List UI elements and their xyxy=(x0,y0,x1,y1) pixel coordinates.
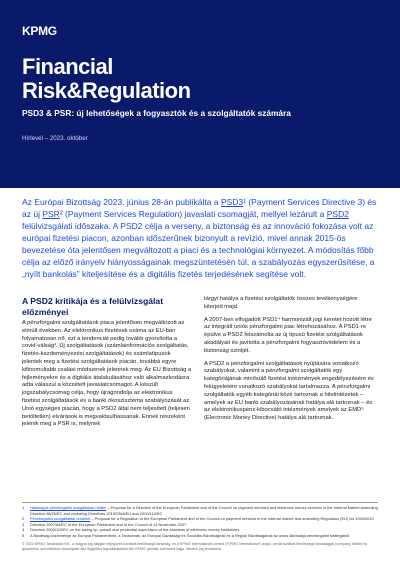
footnote xyxy=(22,505,378,516)
left-column xyxy=(22,296,192,434)
intro-text-1: Az Európai Bizottság 2023. június 28-án publikálta a xyxy=(22,197,221,207)
footnote-number: 1 xyxy=(22,505,25,510)
title-line-1: Financial xyxy=(22,54,113,79)
newsletter-subtitle: PSD3 & PSR: új lehetőségek a fogyasztók és a szolgáltatók számára xyxy=(22,108,291,118)
footnote-link[interactable]: Pénzforgalmi szolgáltatási rendelet xyxy=(30,516,91,522)
footnote-number: 5 xyxy=(22,532,25,538)
intro-text-4: felülvizsgálati időszaka. A PSD2 célja a verseny, a biztonság és az innováció fokozása volt az európai fizetési piacon, azonban időszerűnek bizonyult a revízió, mivel annak 2015-ös bevezetése óta jelentősen megváltozott a piaci és a technológiai környezet. A módosítás főbb célja az előző irányelv hiányosságainak megszüntetésén túl, a szabályozás egyszerűsítése, a „nyílt bankolás” kiteljesítése és a digitális fizetés terjedésének segítése volt. xyxy=(22,221,375,279)
issue-date: Hírlevél – 2023. október xyxy=(22,135,88,142)
right-paragraph-1: tárgyi hatálya a fizetési szolgáltatók összes tevékenységére kiterjed majd. xyxy=(204,296,358,310)
kpmg-logo: KPMG xyxy=(22,24,57,38)
footnote-number: 3 xyxy=(22,521,25,527)
intro-text-3: ² (Payment Services Regulation) javaslati csomagját, mellyel lezárult a xyxy=(59,209,327,219)
legal-notice: © 2023 KPMG Tanácsadó Kft., a magyar jog alapján bejegyzett korlátolt felelősségű társaság, és a KPMG International Limited ("KPMG International") angol, privát korlátolt felelősségű társasággal (company limited by guarantee) szerződéses viszonyban álló független tagvállalatokból álló KPMG globális szervezet tagja. Minden jog fenntartva. xyxy=(22,542,368,551)
footnote-body: Directive 2007/64/EC of the European Parliament and of the Council of 13 November 2007 xyxy=(30,521,187,527)
right-column xyxy=(204,296,374,428)
right-paragraph-3: A PSD2 a pénzforgalmi szolgáltatások nyújtására vonatkozó szabályokat, valamint a pénzforgalmi szolgáltatók egy kategóriájának minősülő fizetési intézmények engedélyezésére és felügyeletére vonatkozó szabályokat tartalmazza. A pénzforgalmi szolgáltatók egyéb kategóriái közé tartoznak a hitelintézetek – amelyek az EU banki szabályozásának hatálya alá tartoznak – és az elektronikuspénz-kibocsátó intézmények amelyek az EMD⁵ (Electronic Money Directive) hatálya alá tartoznak. xyxy=(204,360,374,422)
footnote-body: – Proposal for a Directive of the European Parliament and of the Council on payment services and electronic money services in the Internal Market amending Directive 98/26/EC and repealing Directives 2015/2366/EU and 2009/110/EC xyxy=(30,505,378,516)
intro-paragraph xyxy=(22,196,382,280)
right-paragraph-2: A 2007-ben elfogadott PSD1⁴ harmonizált jogi keretet hozott létre az integrált uniós pénzforgalmi piac létrehozásához. A PSD1-re épülve a PSD2 felszámolta az új típusú fizetési szolgáltatások akadályait és javította a pénzforgalmi fogyasztóvédelem és a biztonság szintjét. xyxy=(204,316,372,354)
intro-text-2: ¹ (Payment Services Directive 3) és az új xyxy=(22,197,377,219)
psd3-link[interactable]: PSD3 xyxy=(220,197,244,207)
footnote-number: 4 xyxy=(22,527,25,533)
footnote-number: 2 xyxy=(22,516,25,522)
footnote-body: – Proposal for a Regulation of the European Parliament and of the Council on payment services in the internal market and amending Regulation (EU) No 1093/2010 xyxy=(90,516,374,522)
title-line-2: Risk&Regulation xyxy=(22,78,191,103)
footnotes xyxy=(22,505,378,539)
section-title: A PSD2 kritikája és a felülvizsgálat előzményei xyxy=(22,296,164,317)
footnote-link[interactable]: Hatóságok pénzforgalmi szolgáltatási rülatel xyxy=(30,505,107,510)
psr-link[interactable]: PSR xyxy=(42,209,60,219)
footnote-body: A Bizottság közleménye az Európai Parlamentnek, a Tanácsnak, az Európai Gazdasági és Szociális Bizottságnak és a Régiók Bizottságának az uniós lakossági pénzforgalmi stratégiáról xyxy=(30,532,350,538)
footnote-divider xyxy=(22,502,378,503)
left-paragraph-1: A pénzforgalmi szolgáltatások piaca jelentősen megváltozott az elmúlt években. Az elektronikus fizetések száma az EU-ban folyamatosan nő, ezt a tendenciát pedig tovább gyorsította a covid-válság³. Új szolgáltatások (számlainformációs szolgáltatás, fizetés-kezdeményezési szolgáltatások) és számlatípusok jelentek meg a fizetési szolgáltatások piacán, továbbá egyre kifinomultabb csalási módszerek jelennek meg. Az EU Bizottság a fejleményekre és a digitális átalakulásához való alkalmazkodásra adta válaszul a közzétett javaslatcsomagot. A készült jogszabálycsomag célja, hogy újragondolja az elektronikus fizetési szolgáltatások és a banki ökoszisztéma szabályozását az Unió egységes piacán, hogy a PSD2 által nem teljesített (teljesen betöltetlen) elvárások is megvalósulhassanak. Ennek részeként jelenik meg a PSR is, melynek xyxy=(22,320,192,428)
psd2-link[interactable]: PSD2 xyxy=(326,209,349,219)
footnote-body: Directive 2009/110/EC on the taking up, pursuit and prudential supervision of the business of electronic money institutions xyxy=(30,527,240,533)
footnote xyxy=(22,533,378,539)
footnote-text xyxy=(30,505,378,516)
header-banner xyxy=(0,0,400,188)
